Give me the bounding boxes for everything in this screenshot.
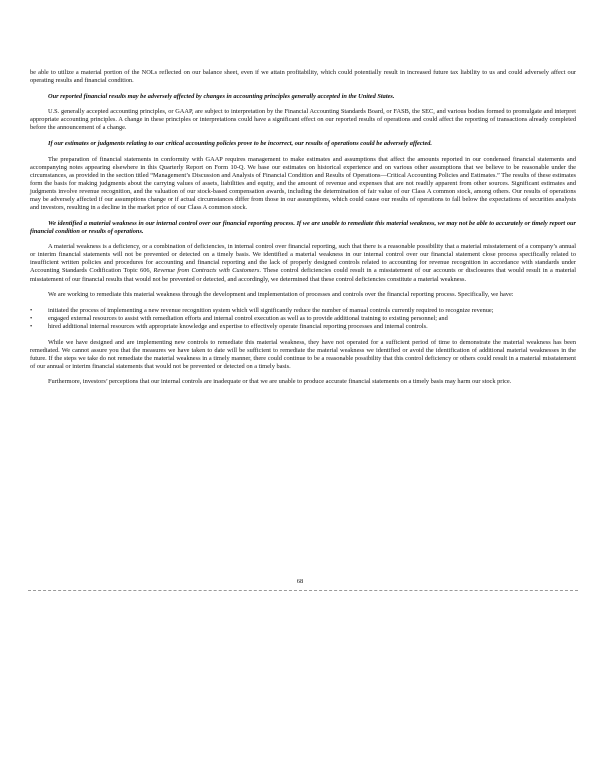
remediation-steps-list [30,307,576,331]
page-number: 68 [296,578,304,585]
document-body [30,69,576,394]
bullet-marker: • [30,314,33,322]
paragraph-nol-continuation: be able to utilize a material portion of the NOLs reflected on our balance sheet, even if we attain profitability, which could potentially result in increased future tax liability to us and could adversely affect our operating results and financial condition. [30,69,576,85]
list-item-text: initiated the process of implementing a new revenue recognition system which will significantly reduce the number of manual controls currently required to recognize revenue; [48,306,494,314]
list-item-text: engaged external resources to assist with remediation efforts and internal control execution as well as to provide additional training to existing personnel; and [48,314,448,322]
material-weakness-text-after: . These control deficiencies could result in a misstatement of our accounts or disclosures that would result in a material misstatement of our financial results that would not be prevented or detected, and accordingly, we determined that these control deficiencies constitute a material weakness. [30,267,576,283]
paragraph-gaap: U.S. generally accepted accounting principles, or GAAP, are subject to interpretation by the Financial Accounting Standards Board, or FASB, the SEC, and various bodies formed to promulgate and interpret appropriate accounting principles. A change in these principles or interpretations could have a significant effect on our reported results of operations and could affect the reporting of transactions already completed before the announcement of a change. [30,108,576,132]
material-weakness-text-before: A material weakness is a deficiency, or a combination of deficiencies, in internal control over financial reporting, such that there is a reasonable possibility that a material misstatement of a company’s annual or interim financial statements will not be prevented or detected on a timely basis. We identified a material weakness in our internal control over our financial statement close process specifically related to insufficient written policies and procedures for accounting and financial reporting and the lack of properly designed controls related to accounting for revenue recognition in accordance with standards under Accounting Standards Codification Topic 606, [30,243,576,275]
risk-heading-estimates-judgments: If our estimates or judgments relating to our critical accounting policies prove to be incorrect, our results of operations could be adversely affected. [48,140,433,148]
list-item [30,315,576,323]
list-item-text: hired additional internal resources with appropriate knowledge and expertise to effectively operate financial reporting processes and internal controls. [48,322,428,330]
paragraph-investor-perception: Furthermore, investors’ perceptions that our internal controls are inadequate or that we are unable to produce accurate financial statements on a timely basis may harm our stock price. [48,378,512,386]
paragraph-material-weakness-definition [30,243,576,283]
paragraph-estimates: The preparation of financial statements in conformity with GAAP requires management to make estimates and assumptions that affect the amounts reported in our condensed financial statements and accompanying notes appearing elsewhere in this Quarterly Report on Form 10-Q. We base our estimates on historical experience and on various other assumptions that we believe to be reasonable under the circumstances, as provided in the section titled “Management’s Discussion and Analysis of Financial Condition and Results of Operations—Critical Accounting Policies and Estimates.” The results of these estimates form the basis for making judgments about the carrying values of assets, liabilities and equity, and the amount of revenue and expenses that are not readily apparent from other sources. Significant estimates and judgments involve revenue recognition, and the valuation of our stock-based compensation awards, including the determination of fair value of our Class A common stock, among others. Our results of operations may be adversely affected if our assumptions change or if actual circumstances differ from those in our assumptions, which could cause our results of operations to fall below the expectations of securities analysts and investors, resulting in a decline in the market price of our Class A common stock. [30,155,576,211]
bullet-marker: • [30,306,33,314]
risk-heading-accounting-principles: Our reported financial results may be adversely affected by changes in accounting principles generally accepted in the United States. [48,92,395,100]
paragraph-remediation-intro: We are working to remediate this material weakness through the development and implementation of processes and controls over the financial reporting process. Specifically, we have: [48,291,514,299]
list-item [30,307,576,315]
page-divider [28,590,578,591]
bullet-marker: • [30,322,33,330]
asc-606-title: Revenue from Contracts with Customers [153,267,260,275]
list-item [30,323,576,331]
risk-heading-material-weakness: We identified a material weakness in our internal control over our financial reporting process. If we are unable to remediate this material weakness, we may not be able to accurately or timely report our financial condition or results of operations. [30,219,576,235]
paragraph-remediation-assurance: While we have designed and are implementing new controls to remediate this material weakness, they have not operated for a sufficient period of time to demonstrate the material weakness has been remediated. We cannot assure you that the measures we have taken to date will be sufficient to remediate the material weakness we identified or avoid the identification of additional material weaknesses in the future. If the steps we take do not remediate the material weakness in a timely manner, there could continue to be a reasonable possibility that this control deficiency or others could result in a material misstatement of our annual or interim financial statements that would not be prevented or detected on a timely basis. [30,338,576,370]
